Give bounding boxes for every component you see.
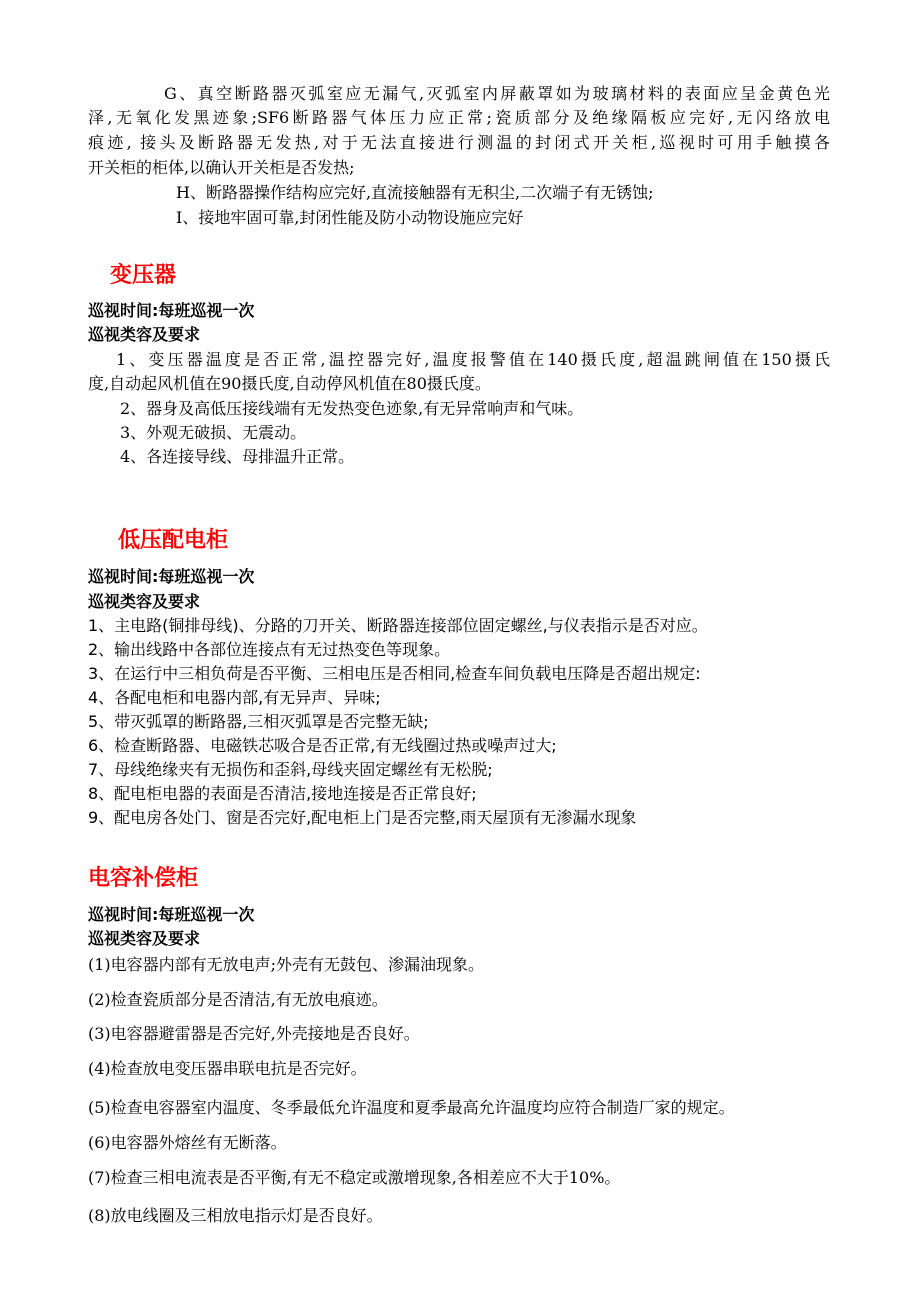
low-voltage-title: 低压配电柜 xyxy=(118,528,229,553)
low-voltage-item-1: 1、主电路(铜排母线)、分路的刀开关、断路器连接部位固定螺丝,与仪表指示是否对应。 xyxy=(88,616,708,635)
transformer-item-1-line-1: 1、变压器温度是否正常,温控器完好,温度报警值在140摄氏度,超温跳闸值在150摄氏 xyxy=(116,350,830,369)
capacitor-item-7: (7)检查三相电流表是否平衡,有无不稳定或激增现象,各相差应不大于10%。 xyxy=(88,1168,621,1187)
intro-g-line-4: 开关柜的柜体,以确认开关柜是否发热; xyxy=(88,158,355,177)
low-voltage-item-9: 9、配电房各处门、窗是否完好,配电柜上门是否完整,雨天屋顶有无渗漏水现象 xyxy=(88,808,637,827)
transformer-item-4: 4、各连接导线、母排温升正常。 xyxy=(120,447,355,466)
capacitor-item-4: (4)检查放电变压器串联电抗是否完好。 xyxy=(88,1059,367,1078)
intro-g-line-1: G、真空断路器灭弧室应无漏气,灭弧室内屏蔽罩如为玻璃材料的表面应呈金黄色光 xyxy=(164,84,830,103)
transformer-item-2: 2、器身及高低压接线端有无发热变色迹象,有无异常响声和气味。 xyxy=(120,399,584,418)
low-voltage-item-4: 4、各配电柜和电器内部,有无异声、异味; xyxy=(88,688,381,707)
capacitor-content-label: 巡视类容及要求 xyxy=(88,929,201,948)
low-voltage-item-5: 5、带灭弧罩的断路器,三相灭弧罩是否完整无缺; xyxy=(88,712,429,731)
capacitor-item-3: (3)电容器避雷器是否完好,外壳接地是否良好。 xyxy=(88,1024,420,1043)
intro-h-line: H、断路器操作结构应完好,直流接触器有无积尘,二次端子有无锈蚀; xyxy=(176,183,654,202)
low-voltage-item-7: 7、母线绝缘夹有无损伤和歪斜,母线夹固定螺丝有无松脱; xyxy=(88,760,493,779)
intro-g-line-3: 痕迹, 接头及断路器无发热,对于无法直接进行测温的封闭式开关柜,巡视时可用手触摸各 xyxy=(88,133,830,152)
capacitor-item-1: (1)电容器内部有无放电声;外壳有无鼓包、渗漏油现象。 xyxy=(88,955,485,974)
low-voltage-content-label: 巡视类容及要求 xyxy=(88,592,201,611)
low-voltage-item-8: 8、配电柜电器的表面是否清洁,接地连接是否正常良好; xyxy=(88,784,477,803)
capacitor-item-2: (2)检查瓷质部分是否清洁,有无放电痕迹。 xyxy=(88,990,388,1009)
low-voltage-item-3: 3、在运行中三相负荷是否平衡、三相电压是否相同,检查车间负载电压降是否超出规定: xyxy=(88,664,701,683)
transformer-content-label: 巡视类容及要求 xyxy=(88,325,201,344)
intro-g-line-2: 泽,无氧化发黑迹象;SF6断路器气体压力应正常;瓷质部分及绝缘隔板应完好,无闪络放电 xyxy=(88,108,830,127)
transformer-inspection-time: 巡视时间:每班巡视一次 xyxy=(88,301,255,320)
transformer-title: 变压器 xyxy=(110,263,177,288)
transformer-item-3: 3、外观无破损、无震动。 xyxy=(120,423,307,442)
low-voltage-item-2: 2、输出线路中各部位连接点有无过热变色等现象。 xyxy=(88,640,451,659)
capacitor-title: 电容补偿柜 xyxy=(88,866,199,891)
low-voltage-item-6: 6、检查断路器、电磁铁芯吸合是否正常,有无线圈过热或噪声过大; xyxy=(88,736,557,755)
intro-i-line: I、接地牢固可靠,封闭性能及防小动物设施应完好 xyxy=(176,208,524,227)
capacitor-inspection-time: 巡视时间:每班巡视一次 xyxy=(88,905,255,924)
capacitor-item-5: (5)检查电容器室内温度、冬季最低允许温度和夏季最高允许温度均应符合制造厂家的规定。 xyxy=(88,1098,735,1117)
transformer-item-1-line-2: 度,自动起风机值在90摄氏度,自动停风机值在80摄氏度。 xyxy=(88,374,491,393)
low-voltage-inspection-time: 巡视时间:每班巡视一次 xyxy=(88,567,255,586)
capacitor-item-6: (6)电容器外熔丝有无断落。 xyxy=(88,1133,287,1152)
capacitor-item-8: (8)放电线圈及三相放电指示灯是否良好。 xyxy=(88,1206,383,1225)
